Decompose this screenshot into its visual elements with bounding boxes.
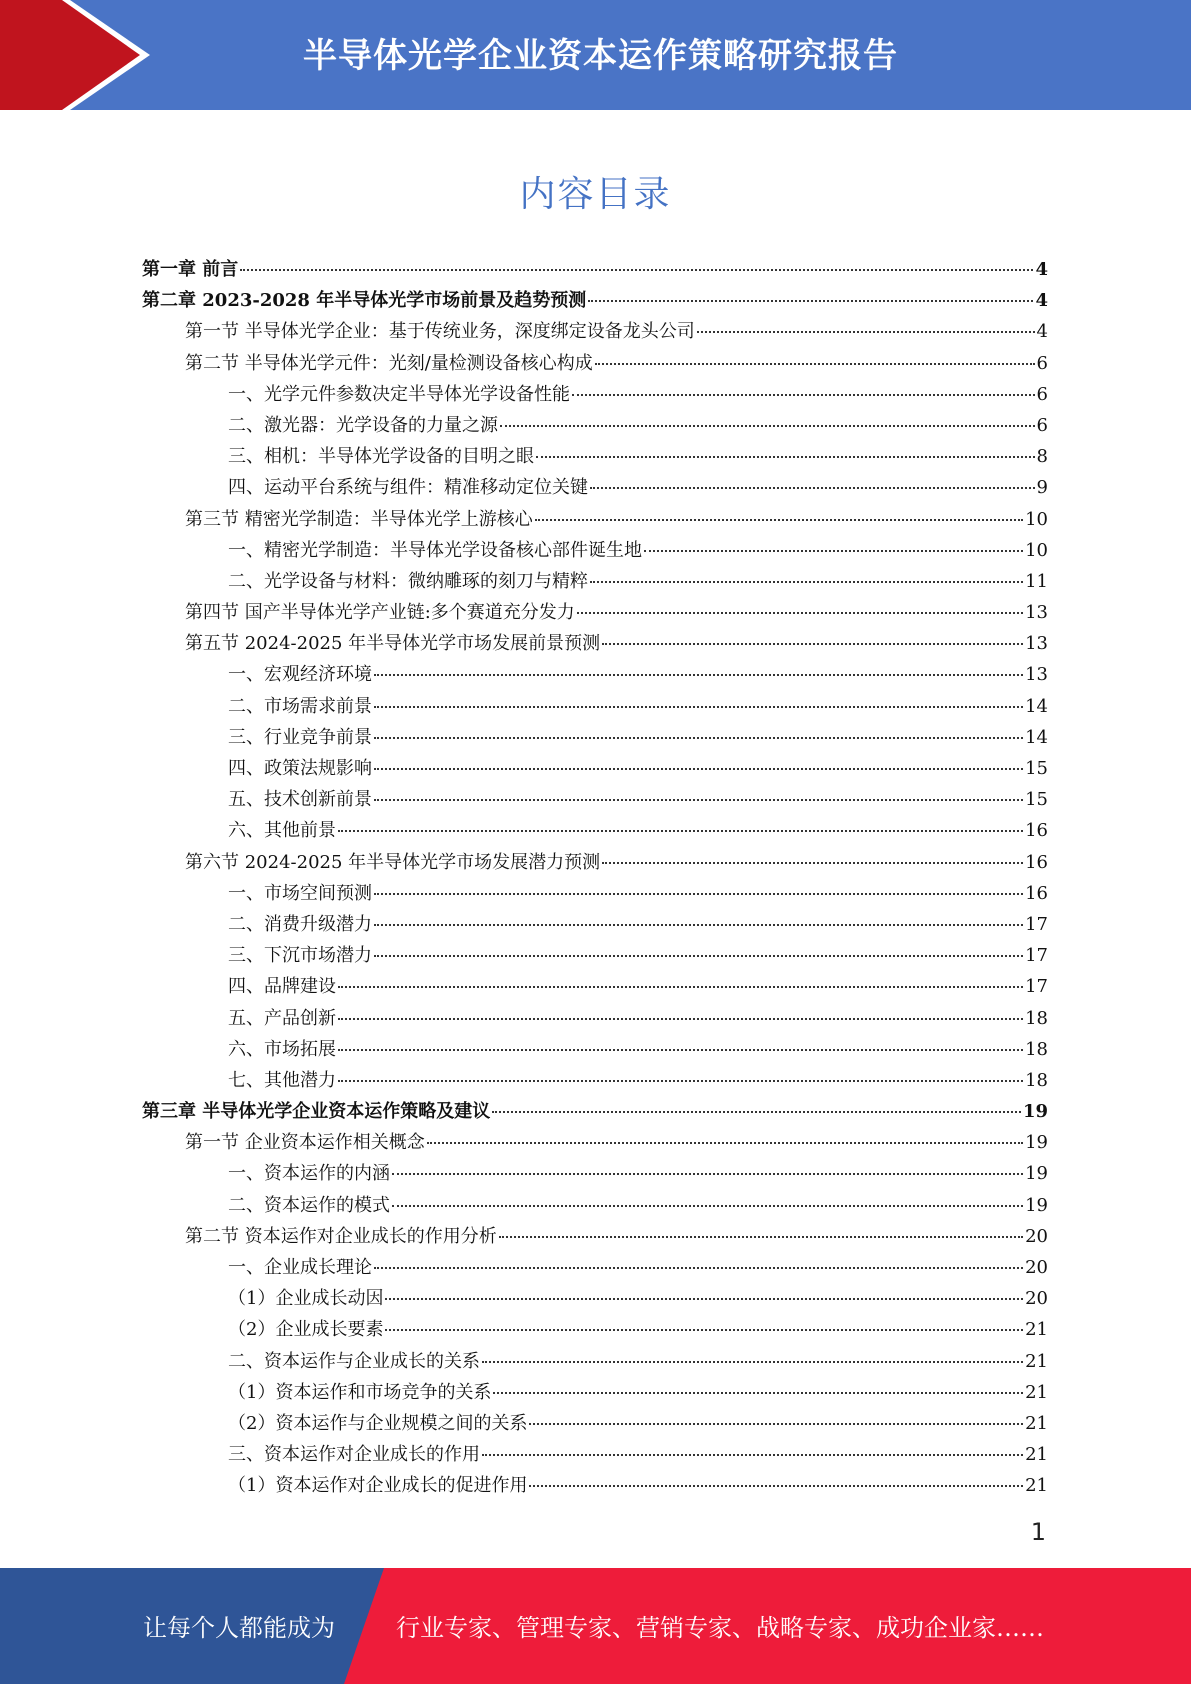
toc-entry-page: 15 [1025,789,1048,811]
toc-leader-dots [529,1422,1023,1425]
toc-entry-page: 4 [1035,290,1048,312]
toc-leader-dots [482,1360,1023,1363]
toc-entry-page: 18 [1025,1007,1048,1029]
toc-entry[interactable] [142,1346,1048,1377]
toc-leader-dots [499,1235,1023,1238]
toc-entry[interactable] [142,1221,1048,1252]
toc-leader-dots [590,580,1023,583]
toc-leader-dots [590,486,1035,489]
toc-entry-page: 20 [1025,1257,1048,1278]
toc-leader-dots [644,549,1023,552]
header-banner [0,0,1191,110]
toc-entry-title: 第一节 企业资本运作相关概念 [185,1132,425,1154]
toc-entry-title: 第三章 半导体光学企业资本运作策略及建议 [142,1101,491,1123]
toc-entry-title: 三、相机：半导体光学设备的目明之眼 [228,446,534,468]
toc-entry[interactable] [142,1065,1048,1096]
toc-entry-page: 13 [1025,664,1048,686]
toc-entry-page: 6 [1036,414,1048,436]
toc-entry-page: 20 [1025,1225,1048,1247]
toc-entry-title: 四、运动平台系统与组件：精准移动定位关键 [228,477,588,499]
toc-entry-title: 二、资本运作的模式 [228,1194,390,1216]
toc-entry[interactable] [142,847,1048,878]
toc-entry[interactable] [142,722,1048,753]
toc-entry-page: 13 [1025,633,1048,655]
table-of-contents [142,254,1048,1502]
toc-leader-dots [338,1048,1023,1051]
toc-leader-dots [602,642,1023,645]
toc-entry[interactable] [142,566,1048,597]
toc-entry[interactable] [142,285,1048,316]
toc-entry[interactable] [142,348,1048,379]
toc-entry[interactable] [142,1096,1048,1127]
toc-entry-title: 二、资本运作与企业成长的关系 [228,1350,480,1372]
toc-leader-dots [338,1079,1023,1082]
toc-entry[interactable] [142,1439,1048,1470]
toc-leader-dots [385,1297,1023,1300]
toc-leader-dots [374,1266,1023,1269]
toc-leader-dots [595,362,1035,365]
toc-entry[interactable] [142,1252,1048,1283]
toc-entry-title: （1）资本运作对企业成长的促进作用 [228,1475,528,1497]
toc-entry[interactable] [142,410,1048,441]
toc-entry-page: 21 [1025,1444,1048,1466]
toc-entry[interactable] [142,1190,1048,1221]
toc-entry-title: 第二节 半导体光学元件：光刻/量检测设备核心构成 [185,352,593,374]
toc-entry[interactable] [142,1003,1048,1034]
toc-leader-dots [577,611,1023,614]
toc-entry-title: （1）资本运作和市场竞争的关系 [228,1381,492,1403]
toc-entry-page: 19 [1025,1132,1048,1154]
toc-entry-page: 21 [1025,1381,1048,1403]
toc-entry-title: 一、市场空间预测 [228,882,372,904]
toc-entry-page: 16 [1025,882,1048,904]
toc-leader-dots [374,892,1023,895]
toc-entry[interactable] [142,940,1048,971]
toc-leader-dots [374,673,1023,676]
toc-entry[interactable] [142,597,1048,628]
toc-entry[interactable] [142,316,1048,347]
toc-entry[interactable] [142,784,1048,815]
toc-leader-dots [338,985,1023,988]
toc-entry-title: 第六节 2024-2025 年半导体光学市场发展潜力预测 [185,851,601,873]
toc-entry-page: 21 [1025,1350,1048,1372]
toc-entry-page: 16 [1025,851,1048,873]
toc-leader-dots [374,736,1023,739]
toc-entry[interactable] [142,815,1048,846]
toc-entry-title: 二、消费升级潜力 [228,913,372,935]
toc-entry-page: 10 [1025,508,1048,530]
toc-heading: 内容目录 [519,174,672,215]
toc-entry[interactable] [142,1470,1048,1501]
toc-entry-title: 四、政策法规影响 [228,758,372,779]
toc-entry-title: 四、品牌建设 [228,976,336,998]
toc-entry-page: 8 [1036,446,1048,468]
toc-leader-dots [697,330,1035,333]
toc-entry-title: 三、资本运作对企业成长的作用 [228,1444,480,1466]
toc-entry-page: 21 [1025,1412,1048,1434]
toc-entry-title: 第一节 半导体光学企业：基于传统业务，深度绑定设备龙头公司 [185,321,695,343]
toc-entry-title: 六、市场拓展 [228,1038,336,1060]
toc-leader-dots [482,1453,1023,1456]
toc-leader-dots [374,798,1023,801]
toc-leader-dots [493,1391,1023,1394]
toc-entry-page: 17 [1025,913,1048,935]
toc-entry-title: 第二节 资本运作对企业成长的作用分析 [185,1225,497,1247]
toc-entry-page: 6 [1036,352,1048,374]
toc-entry[interactable] [142,628,1048,659]
toc-entry[interactable] [142,691,1048,722]
toc-entry[interactable] [142,1314,1048,1345]
toc-entry-page: 13 [1025,602,1048,624]
toc-entry-page: 17 [1025,976,1048,998]
toc-entry-title: 第四节 国产半导体光学产业链:多个赛道充分发力 [185,602,575,624]
toc-entry[interactable] [142,504,1048,535]
toc-entry-page: 19 [1025,1194,1048,1216]
toc-entry-title: 第一章 前言 [142,259,239,280]
toc-entry[interactable] [142,909,1048,940]
page-number: 1 [1030,1518,1046,1546]
toc-entry-page: 4 [1036,321,1048,343]
toc-entry-title: 七、其他潜力 [228,1069,336,1091]
toc-entry-page: 19 [1022,1101,1048,1123]
toc-entry[interactable] [142,753,1048,784]
toc-entry-page: 18 [1025,1069,1048,1091]
toc-entry[interactable] [142,472,1048,503]
toc-entry-title: 二、激光器：光学设备的力量之源 [228,414,498,436]
toc-entry-title: （2）企业成长要素 [228,1319,384,1341]
toc-leader-dots [500,424,1035,427]
toc-leader-dots [385,1328,1023,1331]
toc-leader-dots [374,767,1023,770]
toc-entry[interactable] [142,1408,1048,1439]
toc-leader-dots [240,268,1033,271]
toc-entry[interactable] [142,1158,1048,1189]
toc-leader-dots [427,1141,1023,1144]
toc-entry[interactable] [142,379,1048,410]
toc-entry[interactable] [142,1283,1048,1314]
toc-entry-title: 一、宏观经济环境 [228,664,372,686]
toc-entry-title: 五、技术创新前景 [228,789,372,811]
toc-entry-page: 19 [1025,1163,1048,1185]
toc-leader-dots [392,1204,1023,1207]
toc-entry-page: 9 [1036,477,1048,499]
toc-entry-title: 二、市场需求前景 [228,695,372,717]
toc-entry-title: （2）资本运作与企业规模之间的关系 [228,1412,528,1434]
toc-entry-page: 17 [1025,945,1048,967]
toc-entry[interactable] [142,971,1048,1002]
toc-leader-dots [338,1017,1023,1020]
toc-entry[interactable] [142,535,1048,566]
toc-leader-dots [392,1172,1023,1175]
footer-slogan-right: 行业专家、管理专家、营销专家、战略专家、成功企业家…… [396,1614,1044,1642]
toc-leader-dots [374,705,1023,708]
toc-entry-page: 18 [1025,1038,1048,1060]
toc-entry[interactable] [142,1034,1048,1065]
toc-leader-dots [536,455,1035,458]
toc-entry-title: 一、资本运作的内涵 [228,1163,390,1185]
toc-entry-title: 六、其他前景 [228,820,336,842]
toc-entry-page: 15 [1025,758,1048,779]
toc-entry-title: 三、下沉市场潜力 [228,945,372,967]
toc-entry[interactable] [142,1127,1048,1158]
toc-entry[interactable] [142,441,1048,472]
toc-entry-page: 16 [1025,820,1048,842]
toc-entry-page: 10 [1025,539,1048,561]
toc-leader-dots [602,861,1023,864]
toc-entry-page: 4 [1035,259,1048,280]
toc-entry-page: 21 [1025,1319,1048,1341]
toc-entry[interactable] [142,659,1048,690]
toc-entry-title: （1）企业成长动因 [228,1288,384,1310]
toc-entry-page: 6 [1036,383,1048,405]
toc-entry-title: 二、光学设备与材料：微纳雕琢的刻刀与精粹 [228,570,588,592]
header-title: 半导体光学企业资本运作策略研究报告 [303,35,898,76]
toc-entry-title: 一、光学元件参数决定半导体光学设备性能 [228,383,570,405]
toc-leader-dots [572,393,1035,396]
toc-entry[interactable] [142,878,1048,909]
toc-entry-page: 14 [1025,695,1048,717]
toc-leader-dots [535,518,1023,521]
toc-entry-page: 21 [1025,1475,1048,1497]
toc-entry-title: 第二章 2023-2028 年半导体光学市场前景及趋势预测 [142,290,587,312]
toc-entry-page: 11 [1025,570,1048,592]
toc-leader-dots [492,1110,1021,1113]
toc-entry-title: 第三节 精密光学制造：半导体光学上游核心 [185,508,533,530]
toc-entry[interactable] [142,254,1048,285]
toc-entry-page: 14 [1025,726,1048,748]
toc-entry-title: 第五节 2024-2025 年半导体光学市场发展前景预测 [185,633,601,655]
toc-entry-title: 三、行业竞争前景 [228,726,372,748]
toc-entry-page: 20 [1025,1288,1048,1310]
toc-entry-title: 一、企业成长理论 [228,1257,372,1278]
toc-leader-dots [588,299,1033,302]
toc-entry-title: 五、产品创新 [228,1007,336,1029]
toc-entry-title: 一、精密光学制造：半导体光学设备核心部件诞生地 [228,539,642,561]
toc-leader-dots [529,1484,1023,1487]
footer-slogan-left: 让每个人都能成为 [143,1614,335,1642]
toc-leader-dots [374,954,1023,957]
toc-entry[interactable] [142,1377,1048,1408]
toc-leader-dots [374,923,1023,926]
toc-leader-dots [338,829,1023,832]
